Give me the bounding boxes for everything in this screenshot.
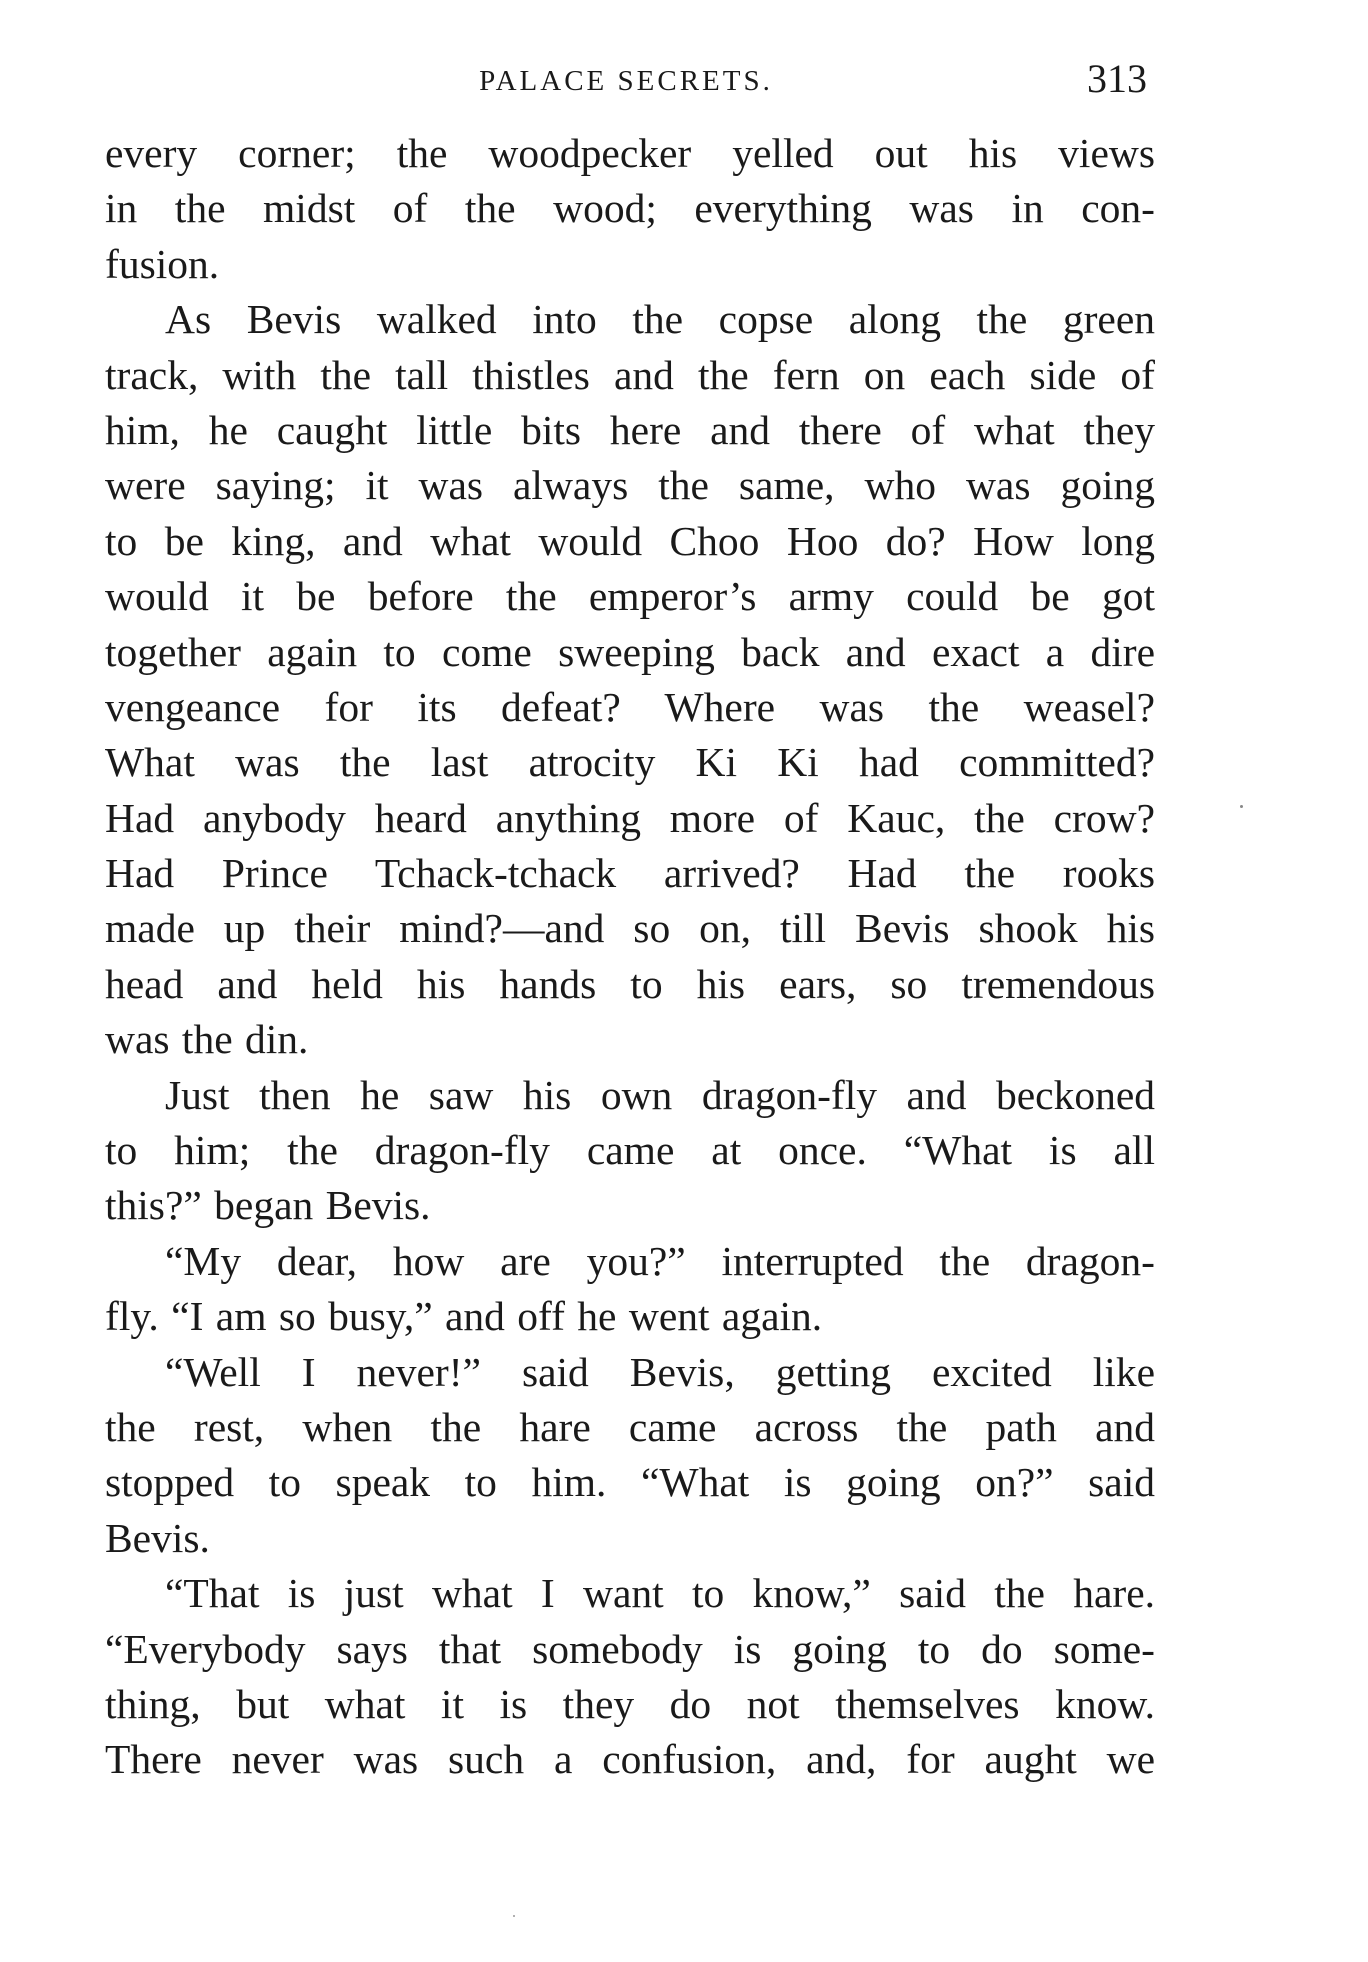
text-line: As Bevis walked into the copse along the green [165, 296, 1155, 343]
text-line: thing, but what it is they do not themselves know. [105, 1680, 1155, 1727]
text-line: track, with the tall thistles and the fern on each side of [105, 351, 1155, 398]
text-line: stopped to speak to him. “What is going on?” said [105, 1459, 1155, 1506]
text-line: was the din. [105, 1016, 309, 1063]
text-line: head and held his hands to his ears, so tremendous [105, 960, 1155, 1007]
text-line: would it be before the emperor’s army could be got [105, 573, 1155, 620]
print-speck [1240, 805, 1243, 808]
print-speck [513, 1915, 515, 1917]
text-line: What was the last atrocity Ki Ki had committed? [105, 739, 1155, 786]
text-line: Had anybody heard anything more of Kauc, the crow? [105, 794, 1155, 841]
text-line: “That is just what I want to know,” said the hare. [165, 1570, 1155, 1617]
text-line: vengeance for its defeat? Where was the weasel? [105, 683, 1155, 730]
page-number: 313 [1087, 56, 1147, 101]
page-header [105, 55, 1147, 115]
text-line: to him; the dragon-fly came at once. “What is all [105, 1127, 1155, 1174]
text-line: this?” began Bevis. [105, 1182, 431, 1229]
text-line: were saying; it was always the same, who was going [105, 462, 1155, 509]
body-text [105, 126, 1155, 1788]
text-line: Bevis. [105, 1514, 210, 1561]
text-line: made up their mind?—and so on, till Bevis shook his [105, 905, 1155, 952]
text-line: “My dear, how are you?” interrupted the dragon- [165, 1237, 1155, 1284]
text-line: fusion. [105, 240, 220, 287]
text-line: fly. “I am so busy,” and off he went again. [105, 1293, 823, 1340]
text-line: “Everybody says that somebody is going to do some- [105, 1625, 1155, 1672]
text-line: to be king, and what would Choo Hoo do? How long [105, 517, 1155, 564]
text-line: Had Prince Tchack-tchack arrived? Had the rooks [105, 850, 1155, 897]
text-line: Just then he saw his own dragon-fly and beckoned [165, 1071, 1155, 1118]
text-line: him, he caught little bits here and there of what they [105, 406, 1155, 453]
running-title: PALACE SECRETS. [479, 65, 773, 97]
text-line: There never was such a confusion, and, for aught we [105, 1736, 1155, 1783]
text-line: “Well I never!” said Bevis, getting excited like [165, 1348, 1155, 1395]
text-line: together again to come sweeping back and exact a dire [105, 628, 1155, 675]
text-line: in the midst of the wood; everything was in con- [105, 185, 1155, 232]
text-line: the rest, when the hare came across the path and [105, 1403, 1155, 1450]
text-line: every corner; the woodpecker yelled out his views [105, 130, 1155, 176]
